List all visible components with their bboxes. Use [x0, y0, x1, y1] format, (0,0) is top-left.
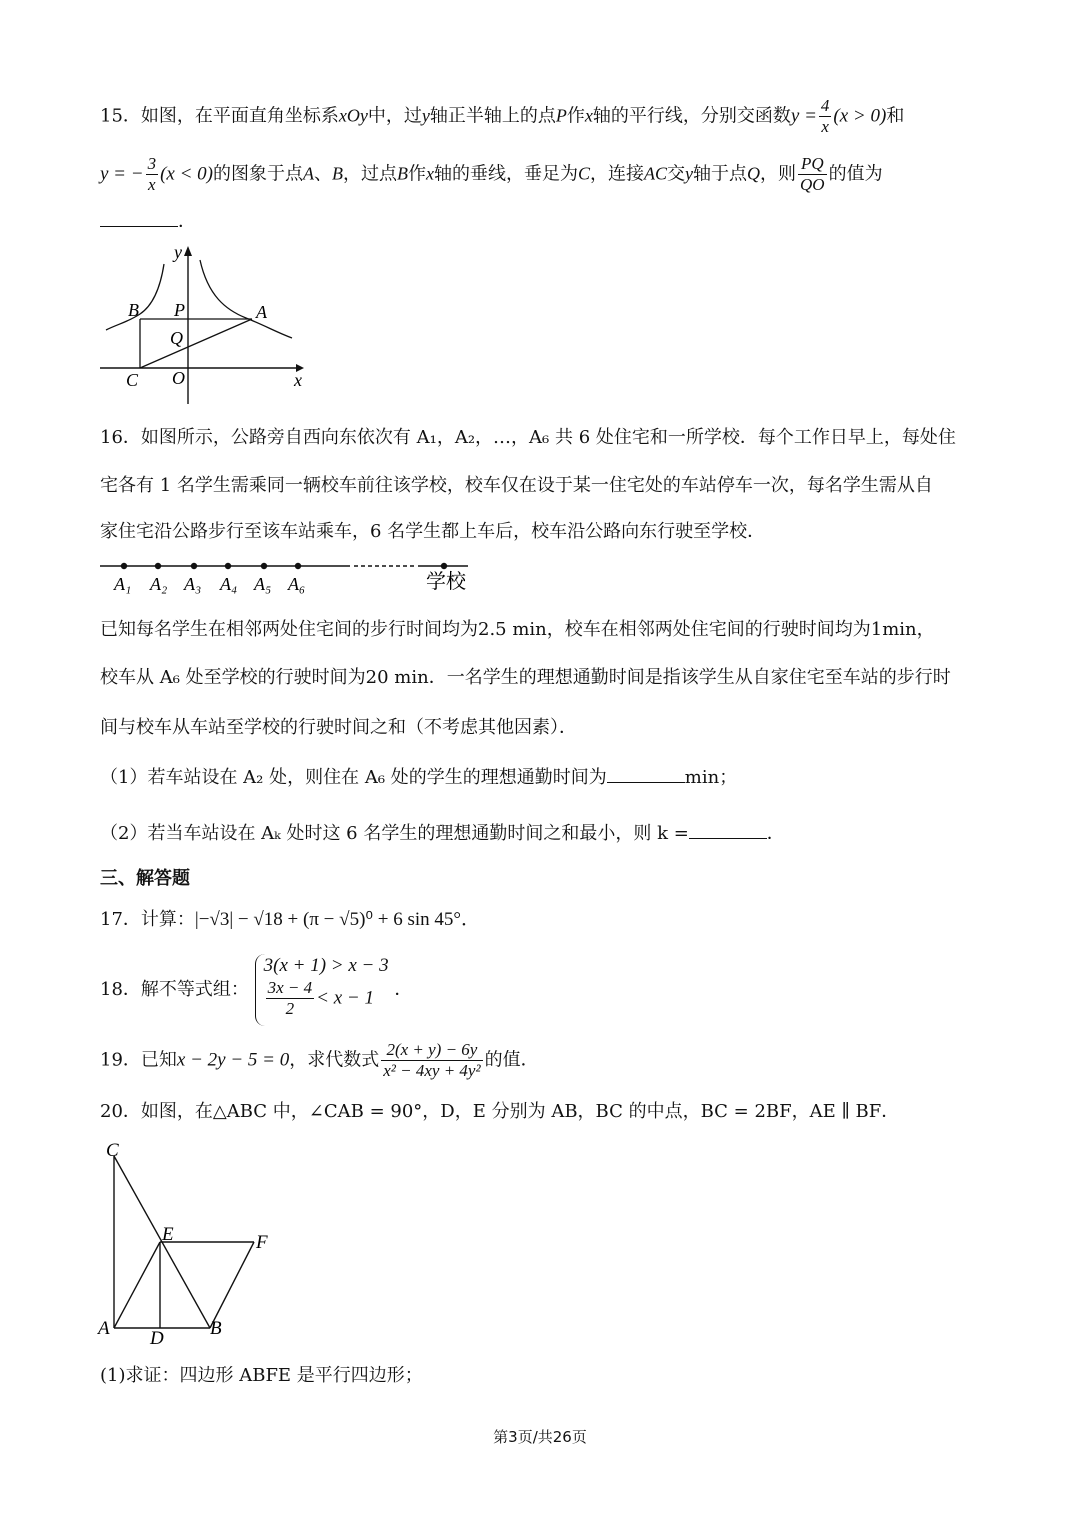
q15-point-q: Q [747, 163, 761, 184]
q16-sub2-end: ． [766, 823, 785, 844]
label-d: D [150, 1328, 164, 1349]
q15-text-2a: 的图象于点 [213, 163, 303, 185]
q15-x-axis2: x [426, 163, 434, 184]
curve-right [200, 260, 292, 338]
stop-label-a6: A₆ [288, 574, 306, 594]
q15-point-c: C [578, 163, 591, 184]
q15-text-2e: ，连接 [590, 163, 645, 185]
q18-ineq2 [264, 978, 389, 1019]
section-title: 三、解答题 [100, 868, 190, 889]
q19-num: 2(x + y) − 6y [386, 1040, 478, 1059]
stop-dot-a3 [191, 563, 197, 569]
stop-label-a5: A₅ [254, 574, 272, 594]
q16-line3: 家住宅沿公路步行至该车站乘车，6 名学生都上车后，校车沿公路向东行驶至学校． [100, 521, 766, 542]
q15-end: ． [178, 211, 196, 232]
q15-figure [96, 240, 316, 410]
q15-text-2f: 交 [667, 163, 686, 185]
label-e: E [162, 1224, 174, 1245]
q15-f2-cond: (x < 0) [160, 163, 213, 185]
q18 [100, 954, 412, 1030]
q16-sub1-text: （1）若车站设在 A₂ 处，则住在 A₆ 处的学生的理想通勤时间为 [100, 767, 607, 788]
q15-point-b2: B [397, 163, 408, 184]
q15-text-b: 中，过 [367, 105, 422, 127]
q20-sub1: (1)求证：四边形 ABFE 是平行四边形； [100, 1365, 423, 1386]
q15-y-axis2: y [685, 163, 694, 184]
q17 [100, 906, 480, 934]
q20-figure [92, 1136, 292, 1350]
q18-system [255, 954, 389, 1026]
q19-fraction [381, 1040, 482, 1081]
q15-text-2c: 作 [408, 163, 426, 185]
segment-fb [210, 1242, 254, 1328]
q15-ratio-num: PQ [800, 154, 824, 173]
q15-number: 15． [100, 105, 141, 127]
q16-sub2 [100, 820, 785, 848]
segment-ae [114, 1242, 160, 1328]
q15-line2 [100, 154, 883, 195]
label-c: C [106, 1140, 119, 1161]
label-f: F [256, 1232, 268, 1253]
q16-sub1-unit: min； [684, 767, 738, 788]
stop-label-a2: A₂ [150, 574, 168, 594]
label-x: x [294, 370, 302, 390]
q15-text-2d: 轴的垂线，垂足为 [434, 163, 578, 185]
q16-sub2-blank[interactable] [689, 820, 767, 839]
q15-ratio-fraction [798, 154, 827, 195]
y-axis-arrow [184, 246, 192, 256]
stop-label-a3: A₃ [184, 574, 202, 594]
label-q: Q [170, 328, 183, 348]
q16-road-figure [96, 556, 496, 602]
q16-line1: 16．如图所示，公路旁自西向东依次有 A₁，A₂，…，A₆ 共 6 处住宅和一所学校．每个工作日早上，每处住 [100, 427, 956, 448]
q18-fraction [266, 978, 315, 1019]
q15-f2-fraction [146, 154, 159, 195]
label-y: y [174, 242, 182, 262]
q19-mid: ，求代数式 [289, 1049, 380, 1071]
stop-dot-a4 [225, 563, 231, 569]
stop-dot-a5 [261, 563, 267, 569]
q18-label: 18．解不等式组： [100, 979, 249, 1000]
q15-text-e: 轴的平行线，分别交函数 [592, 105, 791, 127]
q15-f1-den: x [819, 116, 832, 137]
q20-line1: 20．如图，在△ABC 中，∠CAB = 90°，D，E 分别为 AB，BC 的中点，BC = 2BF，AE ∥ BF． [100, 1101, 900, 1122]
q18-frac-den: 2 [266, 998, 315, 1019]
q18-ineq2-rest: < x − 1 [316, 987, 374, 1009]
q19-end: 的值． [484, 1049, 539, 1071]
q15-f1-lhs: y = [790, 105, 817, 127]
stop-dot-a1 [121, 563, 127, 569]
q15-point-a: A [303, 163, 314, 184]
label-a: A [256, 302, 267, 322]
q15-text-2h: ，则 [760, 163, 797, 185]
q16-sub2-text: （2）若当车站设在 Aₖ 处时这 6 名学生的理想通勤时间之和最小，则 k = [100, 823, 689, 844]
label-o: O [172, 368, 185, 388]
q18-end: ． [394, 979, 413, 1000]
q15-y-axis: y [421, 105, 430, 126]
stop-dot-a2 [155, 563, 161, 569]
q17-expression: |−√3| − √18 + (π − √5)⁰ + 6 sin 45°． [194, 909, 481, 930]
q15-text-2b: ，过点 [343, 163, 397, 185]
q15-point-b: B [332, 163, 343, 184]
q15-text-2i: 的值为 [828, 163, 883, 185]
stop-dot-a6 [295, 563, 301, 569]
label-p: P [174, 300, 185, 320]
q15-ratio-den: QO [800, 175, 825, 194]
q15-point-p: P [555, 105, 567, 126]
q19 [100, 1040, 539, 1090]
q16-line2: 宅各有 1 名学生需乘同一辆校车前往该学校，校车仅在设于某一住宅处的车站停车一次，每名学生需从自 [100, 475, 933, 496]
school-label: 学校 [426, 569, 466, 593]
q15-text-d: 作 [566, 105, 585, 127]
label-b: B [210, 1318, 222, 1339]
q19-label: 19．已知 [100, 1049, 177, 1071]
q15-f1-fraction [819, 96, 832, 137]
q15-x-axis: x [584, 105, 593, 126]
q15-line1 [100, 96, 904, 137]
q15-dun: 、 [314, 163, 332, 185]
q19-den: x² − 4xy + 4y² [383, 1061, 481, 1080]
label-b: B [128, 300, 139, 320]
stop-label-a4: A₄ [220, 574, 238, 594]
q15-f1-num: 4 [820, 96, 830, 115]
q15-answer-line [100, 208, 196, 236]
q15-ac: AC [644, 163, 668, 184]
page-footer: 第3页/共26页 [493, 1428, 587, 1446]
q16-line5: 校车从 A₆ 处至学校的行驶时间为20 min．一名学生的理想通勤时间是指该学生从自家住宅至车站的步行时 [100, 667, 951, 688]
q15-text-c: 轴正半轴上的点 [429, 105, 556, 127]
q16-line6: 间与校车从车站至学校的行驶时间之和（不考虑其他因素）． [100, 717, 577, 738]
q15-f2-den: x [146, 174, 159, 195]
q16-line4: 已知每名学生在相邻两处住宅间的步行时间均为2.5 min，校车在相邻两处住宅间的行驶时间均为1min， [100, 619, 935, 640]
q15-f2-lhs: y = − [100, 163, 144, 185]
label-c: C [126, 370, 139, 390]
q16-sub1 [100, 764, 737, 792]
stop-label-a1: A₁ [114, 574, 132, 594]
segment-ac [140, 319, 252, 368]
q15-f1-cond: (x > 0) [833, 105, 887, 127]
q18-frac-num: 3x − 4 [267, 978, 313, 997]
q15-f2-num: 3 [147, 154, 157, 173]
curve-left [106, 264, 164, 330]
q16-sub1-blank[interactable] [607, 764, 685, 783]
q15-and: 和 [886, 105, 905, 127]
q15-answer-blank[interactable] [100, 208, 178, 227]
label-a: A [98, 1318, 110, 1339]
q17-label: 17．计算： [100, 909, 195, 930]
q15-xoy: xOy [338, 105, 368, 126]
q18-ineq1: 3(x + 1) > x − 3 [263, 955, 389, 976]
q15-text-2g: 轴于点 [693, 163, 748, 185]
q19-condition: x − 2y − 5 = 0 [176, 1049, 290, 1071]
q15-text-a: 如图，在平面直角坐标系 [140, 105, 339, 127]
